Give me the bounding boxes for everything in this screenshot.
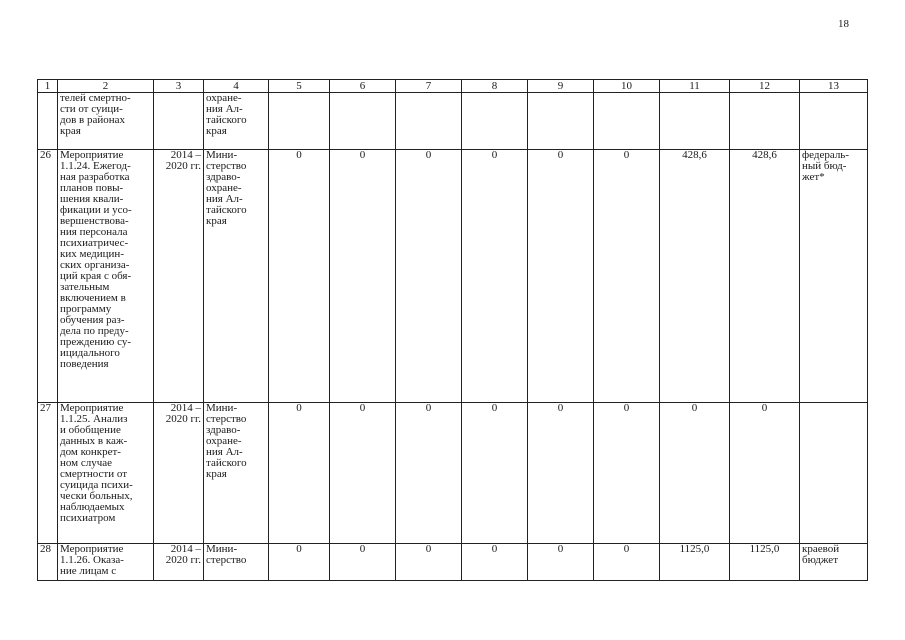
activity-name: Мероприятие 1.1.24. Ежегод- ная разработка планов повы- шения квали- фикации и усо- вершенствова- ния персонала психиатричес- ких медицин- ских организа- ций края с обя- зательным включением в программу обучения раз- дела по преду- преждению су- ицидального поведения — [58, 150, 154, 403]
table-row — [38, 544, 868, 581]
value-cell: 1125,0 — [660, 544, 730, 581]
value-cell: 0 — [730, 403, 800, 544]
value-cell: 0 — [330, 403, 396, 544]
column-header: 4 — [204, 80, 269, 93]
executor: Мини- стерство — [204, 544, 269, 581]
value-cell: 0 — [396, 403, 462, 544]
table-row — [38, 150, 868, 403]
value-cell — [594, 93, 660, 150]
value-cell: 0 — [594, 544, 660, 581]
funding-source — [800, 403, 868, 544]
value-cell — [660, 93, 730, 150]
column-header: 12 — [730, 80, 800, 93]
value-cell — [330, 93, 396, 150]
table-header-row — [38, 80, 868, 93]
column-header: 8 — [462, 80, 528, 93]
column-header: 5 — [269, 80, 330, 93]
value-cell — [528, 93, 594, 150]
column-header: 6 — [330, 80, 396, 93]
column-header: 13 — [800, 80, 868, 93]
activity-name: Мероприятие 1.1.25. Анализ и обобщение данных в каж- дом конкрет- ном случае смертности от суицида психи- чески больных, наблюдаемых психиатром — [58, 403, 154, 544]
funding-source — [800, 93, 868, 150]
value-cell: 0 — [396, 150, 462, 403]
value-cell: 0 — [660, 403, 730, 544]
program-activities-table — [37, 79, 868, 581]
funding-source: федераль- ный бюд- жет* — [800, 150, 868, 403]
column-header: 10 — [594, 80, 660, 93]
activity-name: телей смертно- сти от суици- дов в районах края — [58, 93, 154, 150]
page-number: 18 — [838, 18, 849, 30]
table-row — [38, 93, 868, 150]
value-cell: 0 — [462, 403, 528, 544]
value-cell: 0 — [594, 403, 660, 544]
value-cell: 0 — [330, 544, 396, 581]
value-cell: 0 — [462, 150, 528, 403]
value-cell: 1125,0 — [730, 544, 800, 581]
executor: Мини- стерство здраво- охране- ния Ал- тайского края — [204, 150, 269, 403]
period: 2014 – 2020 гг. — [154, 150, 204, 403]
executor: Мини- стерство здраво- охране- ния Ал- тайского края — [204, 403, 269, 544]
value-cell: 428,6 — [730, 150, 800, 403]
value-cell: 428,6 — [660, 150, 730, 403]
column-header: 9 — [528, 80, 594, 93]
column-header: 7 — [396, 80, 462, 93]
executor: охране- ния Ал- тайского края — [204, 93, 269, 150]
value-cell: 0 — [269, 544, 330, 581]
column-header: 11 — [660, 80, 730, 93]
table-row — [38, 403, 868, 544]
value-cell: 0 — [594, 150, 660, 403]
value-cell: 0 — [528, 403, 594, 544]
value-cell: 0 — [269, 403, 330, 544]
value-cell: 0 — [462, 544, 528, 581]
value-cell: 0 — [528, 544, 594, 581]
period — [154, 93, 204, 150]
funding-source: краевой бюджет — [800, 544, 868, 581]
column-header: 2 — [58, 80, 154, 93]
period: 2014 – 2020 гг. — [154, 544, 204, 581]
row-number: 26 — [38, 150, 58, 403]
row-number: 27 — [38, 403, 58, 544]
row-number: 28 — [38, 544, 58, 581]
activity-name: Мероприятие 1.1.26. Оказа- ние лицам с — [58, 544, 154, 581]
value-cell: 0 — [269, 150, 330, 403]
row-number — [38, 93, 58, 150]
value-cell — [396, 93, 462, 150]
value-cell — [462, 93, 528, 150]
period: 2014 – 2020 гг. — [154, 403, 204, 544]
value-cell: 0 — [528, 150, 594, 403]
value-cell — [730, 93, 800, 150]
column-header: 1 — [38, 80, 58, 93]
column-header: 3 — [154, 80, 204, 93]
value-cell — [269, 93, 330, 150]
value-cell: 0 — [330, 150, 396, 403]
value-cell: 0 — [396, 544, 462, 581]
